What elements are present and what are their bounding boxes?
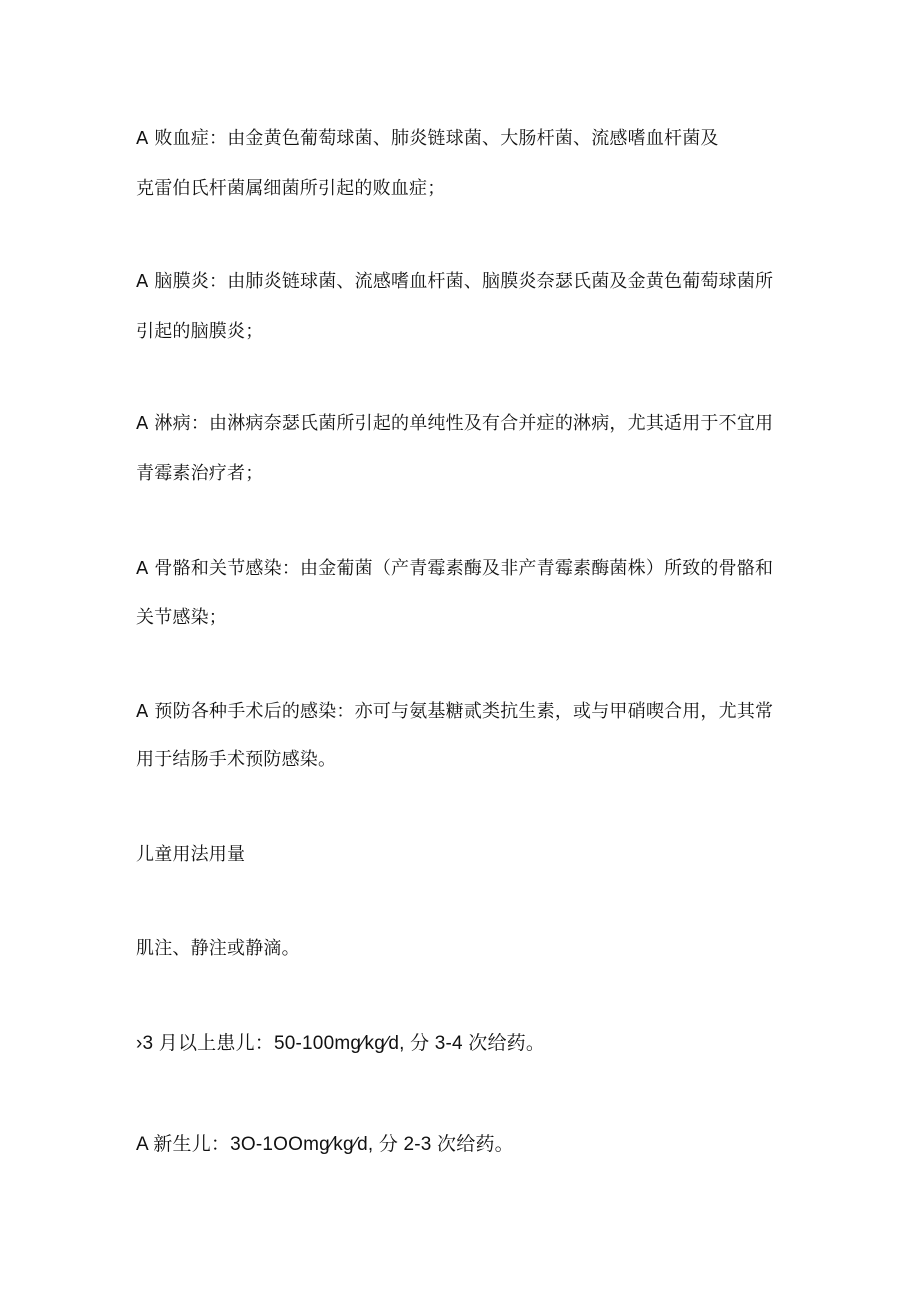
section-heading-pediatric-dosage: 儿童用法用量	[136, 844, 246, 865]
paragraph-surgery-prevention-line-2: 用于结肠手术预防感染。	[136, 749, 337, 770]
paragraph-sepsis-line-1: A 败血症：由金黄色葡萄球菌、肺炎链球菌、大肠杆菌、流感嗜血杆菌及	[136, 128, 719, 149]
paragraph-sepsis-line-2: 克雷伯氏杆菌属细菌所引起的败血症；	[136, 178, 446, 199]
paragraph-meningitis-line-2: 引起的脑膜炎；	[136, 321, 264, 342]
paragraph-surgery-prevention-line-1: A 预防各种手术后的感染：亦可与氨基糖贰类抗生素，或与甲硝喫合用，尤其常	[136, 701, 774, 722]
dosage-newborn: A 新生儿：3O-1OOmg∕kg∕d, 分 2-3 次给药。	[136, 1134, 514, 1155]
paragraph-bone-joint-line-2: 关节感染；	[136, 607, 227, 628]
paragraph-gonorrhea-line-2: 青霉素治疗者；	[136, 463, 264, 484]
paragraph-gonorrhea-line-1: A 淋病：由淋病奈瑟氏菌所引起的单纯性及有合并症的淋病，尤其适用于不宜用	[136, 413, 774, 434]
administration-route: 肌注、静注或静滴。	[136, 938, 300, 959]
paragraph-bone-joint-line-1: A 骨骼和关节感染：由金葡菌（产青霉素酶及非产青霉素酶菌株）所致的骨骼和	[136, 558, 774, 579]
dosage-over-3-months: ›3 月以上患儿：50-100mg∕kg∕d, 分 3-4 次给药。	[136, 1033, 546, 1054]
paragraph-meningitis-line-1: A 脑膜炎：由肺炎链球菌、流感嗜血杆菌、脑膜炎奈瑟氏菌及金黄色葡萄球菌所	[136, 271, 774, 292]
